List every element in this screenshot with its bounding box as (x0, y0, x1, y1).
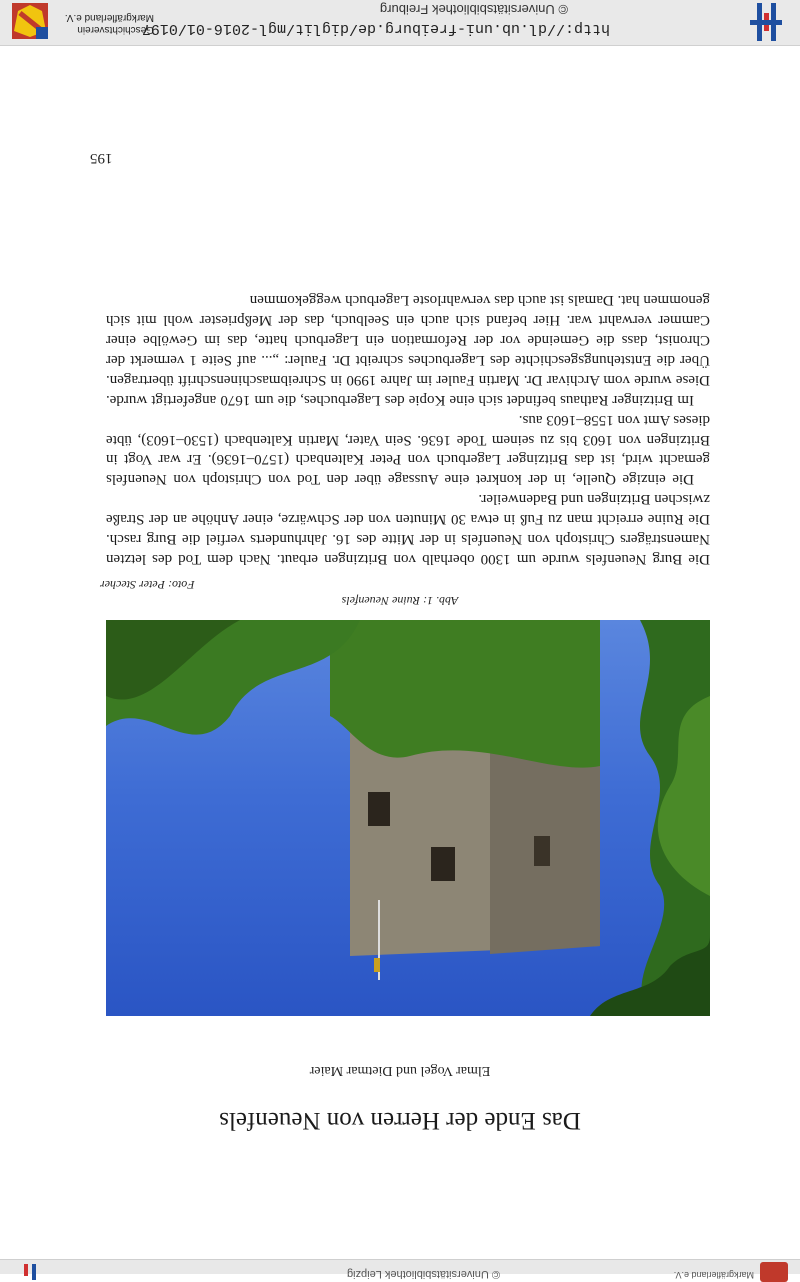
university-library-logo-icon (750, 3, 782, 41)
society-name: Geschichtsverein Markgräflerland e.V. (64, 12, 154, 35)
society-name-strip: Markgräflerland e.V. (673, 1270, 754, 1280)
page-number: 195 (90, 150, 113, 166)
society-crest-icon (12, 3, 48, 39)
article-title: Das Ende der Herren von Neuenfels (219, 1107, 581, 1134)
ruin-photo (106, 620, 710, 1016)
archive-url-link[interactable]: http://dl.ub.uni-freiburg.de/diglit/mgl-2016-01/0197 (141, 20, 610, 37)
archive-bar-bottom (0, 0, 800, 46)
article-body (106, 289, 710, 568)
figure-caption: Abb. 1: Ruine Neuenfels (341, 594, 459, 608)
body-paragraph: Im Britzinger Rathaus befindet sich eine Kopie des Lagerbuches, die um 1670 angefertigt wurde. Diese wurde vom Archivar Dr. Martin Fauler im Jahre 1990 in Schreibmaschinenschrift übertragen. Über die Entstehungsgeschichte des Lagerbuches schreibt Dr. Fauler: „... auf Seite 1 vermerkt der Chronist, dass die Gemeinde vor der Reformation ein Lagerbuch hatte, das im Gewölbe einer Cammer verwahrt war. Hier befand sich auch ein Seelbuch, das der Meßpriester wohl mit sich genommen hat. Damals ist auch das verwahrloste Lagerbuch weggekommen (106, 292, 710, 408)
library-strip-text: © Universitätsbibliothek Leipzig (346, 1268, 500, 1280)
library-logo-accent-icon (24, 1264, 28, 1276)
library-logo-icon (32, 1264, 36, 1280)
archive-bar-top (0, 1259, 800, 1280)
ruin-photo-illustration (106, 620, 710, 1016)
photo-credit: Foto: Peter Stecher (100, 578, 195, 592)
body-paragraph: Die einzige Quelle, in der konkret eine Aussage über den Tod von Christoph von Neuenfels gemacht wird, ist das Britzinger Lagerbuch von Peter Kaltenbach (1570–1636). Er war Vogt in Britzingen von 1603 bis zu seinem Tode 1636. Sein Vater, Martin Kaltenbach (1530–1603), übte dieses Amt von 1558–1603 aus. (106, 411, 710, 488)
archive-copyright: © Universitätsbibliothek Freiburg (379, 2, 568, 17)
body-paragraph: Die Burg Neuenfels wurde um 1300 oberhalb von Britzingen erbaut. Nach dem Tod des letzten Namensträgers Christoph von Neuenfels in der Mitte des 16. Jahrhunderts verfiel die Burg rasch. Die Ruine erreicht man zu Fuß in etwa 30 Minuten von der Schwärze, einer Anhöhe an der Straße zwischen Britzingen und Badenweiler. (106, 491, 710, 567)
society-crest-icon (760, 1262, 788, 1282)
article-authors: Elmar Vogel und Dietmar Maier (309, 1063, 491, 1078)
